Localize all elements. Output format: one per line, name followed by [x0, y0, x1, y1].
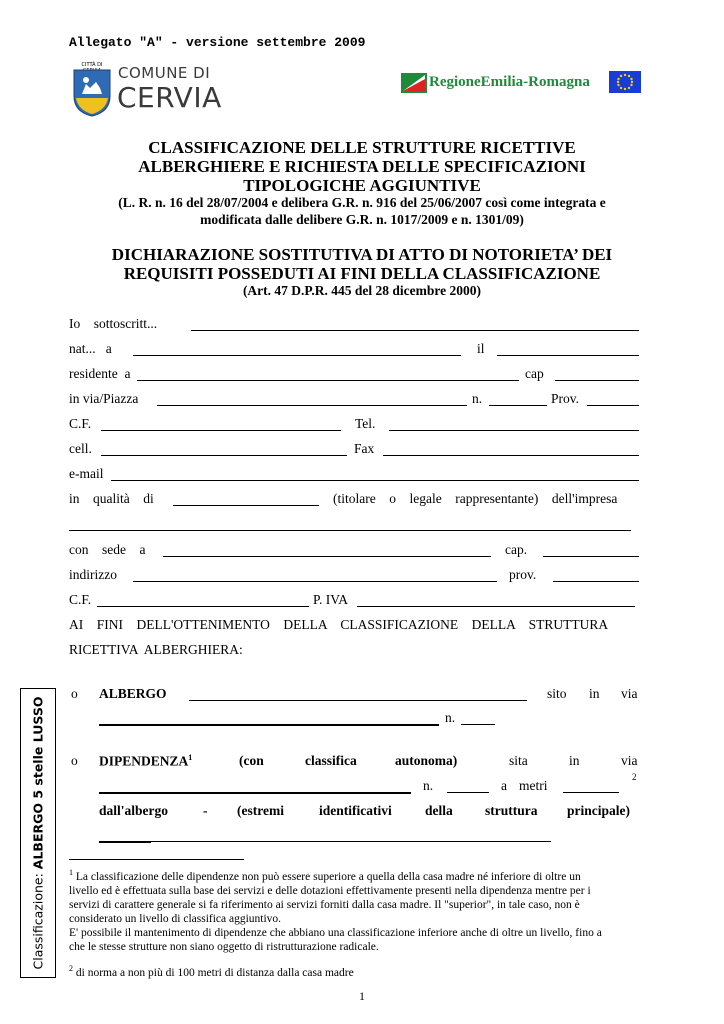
label-struttura: struttura: [485, 803, 538, 818]
title-line-2: ALBERGHIERE E RICHIESTA DELLE SPECIFICAZIONI: [138, 157, 586, 176]
row-via: [69, 391, 639, 409]
field-cf[interactable]: [101, 416, 341, 431]
label-della: della: [425, 803, 453, 818]
label-fax: Fax: [354, 441, 375, 456]
label-indirizzo: indirizzo: [69, 567, 117, 582]
field-prov[interactable]: [587, 391, 639, 406]
declaration-line-2: REQUISITI POSSEDUTI AI FINI DELLA CLASSIFICAZIONE: [123, 264, 601, 283]
row-sede: [69, 542, 639, 560]
label-metri: metri: [519, 778, 548, 793]
label-qualita: in qualità di: [69, 491, 154, 506]
field-albergo-nome[interactable]: [189, 686, 527, 701]
option-dipendenza: [69, 753, 639, 771]
label-in-dip: in: [569, 753, 580, 768]
label-piva: P. IVA: [313, 592, 349, 607]
row-impresa: [69, 516, 639, 534]
row-fini-2: [69, 642, 639, 660]
label-a: a: [501, 778, 507, 793]
label-nato: nat... a: [69, 341, 112, 356]
footnote-ref-2: 2: [632, 772, 637, 782]
label-identificativi: identificativi: [319, 803, 392, 818]
label-dipendenza: DIPENDENZA$^1$: [99, 753, 193, 769]
field-impresa[interactable]: [69, 516, 631, 531]
row-sottoscritto: [69, 316, 639, 334]
label-cap: cap: [525, 366, 544, 381]
field-cap[interactable]: [555, 366, 639, 381]
title-line-1: CLASSIFICAZIONE DELLE STRUTTURE RICETTIVE: [148, 138, 576, 157]
region-name: RegioneEmilia-Romagna: [429, 74, 590, 90]
option-estremi-field: [69, 827, 639, 845]
label-principale: principale): [567, 803, 630, 818]
label-email: e-mail: [69, 466, 104, 481]
row-cell: [69, 441, 639, 459]
field-estremi-start[interactable]: [99, 827, 151, 843]
field-tel[interactable]: [389, 416, 639, 431]
label-autonoma: autonoma): [395, 753, 458, 768]
row-qualita: [69, 491, 639, 509]
cervia-small-label: CITTÀ DI: [81, 62, 103, 68]
label-dip-n: n.: [423, 778, 434, 793]
title-line-3: TIPOLOGICHE AGGIUNTIVE: [243, 176, 481, 195]
eu-flag-icon: [609, 71, 641, 93]
classification-label: Classificazione: ALBERGO 5 stelle LUSSO: [30, 696, 46, 970]
label-dash: -: [203, 803, 208, 818]
field-luogo-nascita[interactable]: [133, 341, 461, 356]
cervia-line2: CERVIA: [117, 81, 222, 114]
row-indirizzo: [69, 567, 639, 585]
field-sottoscritto[interactable]: [191, 316, 639, 331]
field-qualita[interactable]: [173, 491, 319, 506]
footnote-1: $^1$ La classificazione delle dipendenze non può essere superiore a quella della casa madre né inferiore di oltre un livello ed è effettuata sulla base dei servizi e delle dotazioni effettivamente presenti nella dipendenza mentre per i servizi di carattere generale si fa riferimento ai servizi forniti dalla casa madre. Il "superior", in tale caso, non è considerato un livello di classifica aggiuntivo. E' possibile il mantenimento di dipendenze che abbiano una classificazione inferiore anche di oltre un livello, fino a che le stesse strutture non siano oggetto di ristrutturazione radicale.: [69, 868, 602, 953]
label-cap2: cap.: [505, 542, 528, 557]
field-cell[interactable]: [101, 441, 347, 456]
checkbox-albergo[interactable]: o: [71, 686, 78, 701]
label-classifica: classifica: [305, 753, 357, 768]
field-dipendenza-civico[interactable]: [447, 778, 489, 793]
region-flag-icon: [401, 73, 427, 93]
field-indirizzo[interactable]: [133, 567, 497, 582]
field-albergo-civico[interactable]: [461, 710, 495, 725]
label-dall-albergo: dall'albergo: [99, 803, 169, 818]
label-in: in: [589, 686, 600, 701]
label-n: n.: [472, 391, 483, 406]
option-albergo: [69, 686, 639, 704]
field-cap-sede[interactable]: [543, 542, 639, 557]
label-titolare: (titolare o legale rappresentante) dell'impresa: [333, 491, 618, 506]
footnote-2: $^2$ di norma a non più di 100 metri di distanza dalla casa madre: [69, 964, 354, 979]
law-line-1: (L. R. n. 16 del 28/07/2004 e delibera G.R. n. 916 del 25/06/2007 così come integrata e: [118, 195, 606, 210]
field-cf-impresa[interactable]: [97, 592, 309, 607]
label-residente: residente a: [69, 366, 131, 381]
law-line-2: modificata dalle delibere G.R. n. 1017/2009 e n. 1301/09): [200, 212, 524, 227]
label-con: (con: [239, 753, 264, 768]
label-albergo: ALBERGO: [99, 686, 167, 701]
field-albergo-via[interactable]: [99, 710, 439, 726]
region-logo: [401, 73, 601, 95]
label-via-dip: via: [621, 753, 638, 768]
option-dipendenza-estremi: [69, 803, 639, 821]
label-sita: sita: [509, 753, 528, 768]
label-via-albergo: via: [621, 686, 638, 701]
label-sottoscritto: Io sottoscritt...: [69, 316, 158, 331]
classification-sidebar: [20, 688, 56, 978]
label-il: il: [477, 341, 485, 356]
row-cf: [69, 416, 639, 434]
field-via[interactable]: [157, 391, 467, 406]
row-residente: [69, 366, 639, 384]
cervia-logo: [72, 62, 232, 118]
label-albergo-n: n.: [445, 710, 456, 725]
field-data-nascita[interactable]: [497, 341, 639, 356]
option-albergo-indirizzo: [69, 710, 639, 728]
label-prov: Prov.: [551, 391, 580, 406]
field-email[interactable]: [111, 466, 639, 481]
row-fini-1: [69, 617, 639, 635]
label-sito: sito: [547, 686, 567, 701]
label-prov2: prov.: [509, 567, 537, 582]
field-estremi[interactable]: [151, 827, 551, 842]
article-ref: (Art. 47 D.P.R. 445 del 28 dicembre 2000): [242, 283, 482, 298]
checkbox-dipendenza[interactable]: o: [71, 753, 78, 768]
footnote-ref-1: 1: [188, 753, 193, 762]
option-dipendenza-indirizzo: [69, 772, 639, 796]
field-dipendenza-via[interactable]: [99, 778, 411, 794]
declaration-line-1: DICHIARAZIONE SOSTITUTIVA DI ATTO DI NOTORIETA’ DEI: [111, 245, 613, 264]
cervia-line1: COMUNE DI: [118, 64, 211, 82]
row-cf-piva: [69, 592, 639, 610]
field-prov-sede[interactable]: [553, 567, 639, 582]
label-tel: Tel.: [355, 416, 376, 431]
label-estremi: (estremi: [237, 803, 284, 818]
row-email: [69, 466, 639, 484]
field-fax[interactable]: [383, 441, 639, 456]
cervia-shield-icon: [72, 68, 112, 118]
page-number: 1: [359, 989, 365, 1003]
attachment-header: Allegato "A" - versione settembre 2009: [69, 35, 366, 50]
field-piva[interactable]: [357, 592, 635, 607]
label-cf: C.F.: [69, 416, 92, 431]
field-sede[interactable]: [163, 542, 491, 557]
label-via: in via/Piazza: [69, 391, 139, 406]
label-cell: cell.: [69, 441, 92, 456]
classification-value: ALBERGO 5 stelle LUSSO: [30, 696, 46, 870]
label-fini-2: RICETTIVA ALBERGHIERA:: [69, 642, 243, 657]
field-civico[interactable]: [489, 391, 547, 406]
row-nato: [69, 341, 639, 359]
field-residenza[interactable]: [137, 366, 519, 381]
label-consede: con sede a: [69, 542, 146, 557]
footnote-separator: [69, 859, 244, 860]
field-metri[interactable]: [563, 778, 619, 793]
label-fini-1: AI FINI DELL'OTTENIMENTO DELLA CLASSIFICAZIONE DELLA STRUTTURA: [69, 617, 609, 632]
label-cf2: C.F.: [69, 592, 92, 607]
